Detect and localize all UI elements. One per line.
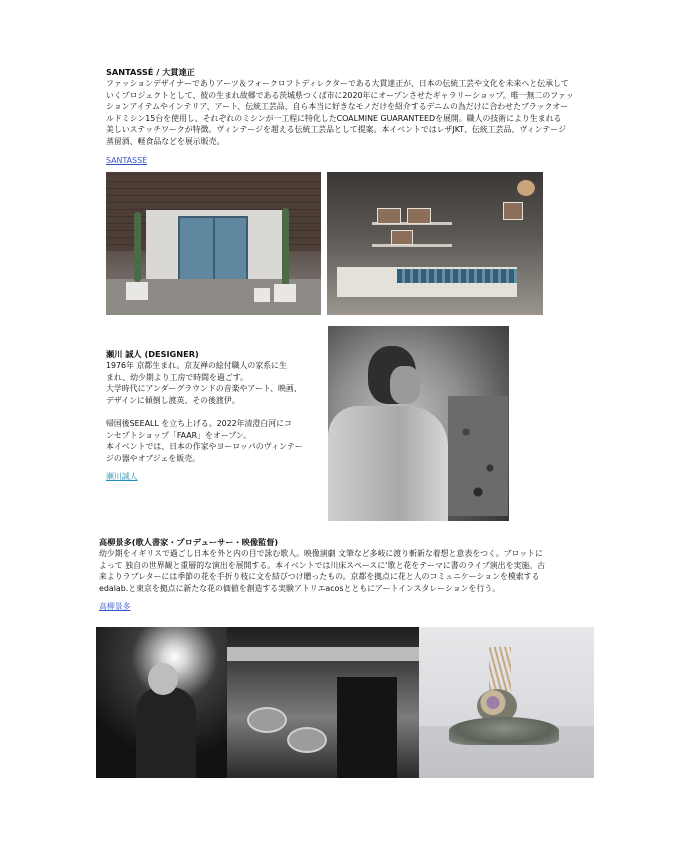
designer-portrait-photo xyxy=(328,326,509,521)
santasse-link[interactable]: SANTASSÉ xyxy=(106,155,148,165)
door-photo xyxy=(106,172,321,315)
segawa-section xyxy=(106,349,321,483)
segawa-title: 瀬川 誠人 (DESIGNER) xyxy=(106,349,199,359)
segawa-link[interactable]: 瀬川誠人 xyxy=(106,472,138,482)
takayanagi-title: 高柳景多(歌人書家・プロデューサー・映像監督) xyxy=(99,537,279,547)
flower-installation-photo xyxy=(419,627,594,778)
santasse-section xyxy=(106,67,586,167)
santasse-title: SANTASSÉ / 大貫達正 xyxy=(106,67,195,77)
segawa-description: 1976年 京都生まれ。京友禅の絵付職人の家系に生 まれ、幼少期より工房で時間を過ごす。 大学時代にアンダーグラウンドの音楽やアート、映画、 デザインに傾倒し渡英、その後渡伊。 帰国後SEEALL を立ち上げる。2022年清澄白河にコ ンセプトショップ「FAAR」をオープン。 本イベントでは、日本の作家やヨーロッパのヴィンテー ジの器やオブジェを販売。 xyxy=(106,361,303,463)
takayanagi-link[interactable]: 高柳景多 xyxy=(99,602,131,612)
gallery-shop-photo xyxy=(327,172,543,315)
santasse-description: ファッションデザイナーでありアーツ＆フォークロフトディレクターである大貫達正が、日本の伝統工芸や文化を未来へと伝承して いくプロジェクトとして、彼の生まれ故郷である茨城県つくば市に2020年にオープンさせたギャラリーショップ。唯一無二のファッ ションアイテムやインテリア、アート、伝統工芸品、自ら本当に好きなモノだけを紹介するデニムの為だけに合わせたブラックオー ルドミシン15台を使用し、それぞれのミシンが一工程に特化したCOALMINE GUARANTEEDを展開。職人の技術により生まれる 美しいステッチワークが特徴。ヴィンテージを超える伝統工芸品として提案。本イベントではレザJKT、伝統工芸品、ヴィンテージ 蒸留酒、軽食品などを展示販売。 xyxy=(106,79,574,146)
poet-portrait-photo xyxy=(96,627,227,778)
performance-photo xyxy=(227,627,419,778)
takayanagi-section xyxy=(99,537,589,613)
takayanagi-description: 幼少期をイギリスで過ごし日本を外と内の目で詠む歌人。映像演劇 文筆など多岐に渡り斬新な着想と意表をつく。ブロットに よって 独自の世界観と重層的な演出を展開する。本イベントでは川床スペースに‘歌と花をテーマに書のライブ演出を実施。古 来よりラブレターには季節の花を手折り枝に文を結びつけ贈ったもの。京都を拠点に花と人のコミュニケーションを模索する edalab.と東京を拠点に新たな花の価値を創造する実験アトリエacosとともにアートインスタレーションを行う。 xyxy=(99,549,546,593)
